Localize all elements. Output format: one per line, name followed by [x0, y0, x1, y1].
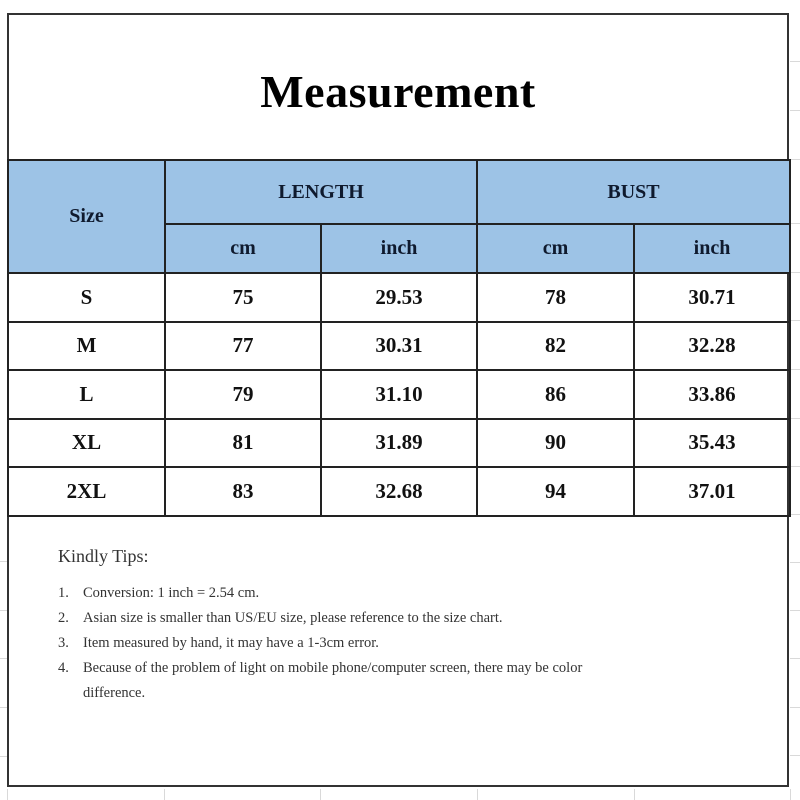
tip-number: 3. — [58, 635, 69, 651]
gridline — [790, 159, 800, 160]
column-header-bust-inch: inch — [634, 224, 790, 273]
cell-size: XL — [8, 419, 165, 468]
size-table — [7, 159, 791, 517]
tip-item — [58, 606, 758, 631]
tips-title: Kindly Tips: — [58, 546, 149, 566]
gridline — [790, 610, 800, 611]
gridline — [790, 562, 800, 563]
gridline — [477, 789, 478, 800]
gridline — [790, 658, 800, 659]
cell-size: 2XL — [8, 467, 165, 516]
cell-bust-inch: 33.86 — [634, 370, 790, 419]
tip-item — [58, 656, 758, 706]
column-header-length-inch: inch — [321, 224, 477, 273]
tips-list — [58, 581, 758, 706]
tip-item — [58, 631, 758, 656]
tip-number: 2. — [58, 610, 69, 626]
gridline — [790, 514, 800, 515]
tip-item — [58, 581, 758, 606]
kindly-tips — [58, 546, 758, 706]
cell-bust-cm: 86 — [477, 370, 634, 419]
gridline — [790, 418, 800, 419]
cell-size: L — [8, 370, 165, 419]
cell-bust-cm: 90 — [477, 419, 634, 468]
cell-length-inch: 30.31 — [321, 322, 477, 371]
cell-length-cm: 83 — [165, 467, 321, 516]
cell-length-inch: 31.10 — [321, 370, 477, 419]
cell-length-cm: 75 — [165, 273, 321, 322]
tip-text: Asian size is smaller than US/EU size, please reference to the size chart. — [83, 610, 503, 626]
gridline — [790, 272, 800, 273]
tip-number: 1. — [58, 585, 69, 601]
column-header-size: Size — [8, 160, 165, 273]
column-header-bust-cm: cm — [477, 224, 634, 273]
table-row — [8, 467, 790, 516]
cell-bust-inch: 32.28 — [634, 322, 790, 371]
cell-length-cm: 79 — [165, 370, 321, 419]
gridline — [0, 561, 7, 562]
gridline — [790, 755, 800, 756]
gridline — [634, 789, 635, 800]
gridline — [790, 369, 800, 370]
tip-text: Conversion: 1 inch = 2.54 cm. — [83, 585, 260, 601]
cell-length-inch: 31.89 — [321, 419, 477, 468]
gridline — [0, 707, 7, 708]
cell-size: M — [8, 322, 165, 371]
cell-length-inch: 32.68 — [321, 467, 477, 516]
gridline — [790, 61, 800, 62]
cell-length-cm: 77 — [165, 322, 321, 371]
cell-bust-cm: 94 — [477, 467, 634, 516]
table-row — [8, 419, 790, 468]
gridline — [790, 707, 800, 708]
header-row-groups — [8, 160, 790, 224]
gridline — [320, 789, 321, 800]
gridline — [790, 466, 800, 467]
table-row — [8, 370, 790, 419]
table-row — [8, 322, 790, 371]
cell-bust-cm: 82 — [477, 322, 634, 371]
column-group-bust: BUST — [477, 160, 790, 224]
cell-length-inch: 29.53 — [321, 273, 477, 322]
tip-text: Item measured by hand, it may have a 1-3cm error. — [83, 635, 379, 651]
gridline — [790, 223, 800, 224]
tip-text: Because of the problem of light on mobile phone/computer screen, there may be color difference. — [83, 660, 583, 701]
cell-length-cm: 81 — [165, 419, 321, 468]
cell-size: S — [8, 273, 165, 322]
gridline — [0, 658, 7, 659]
page-title: Measurement — [260, 66, 536, 117]
cell-bust-inch: 30.71 — [634, 273, 790, 322]
gridline — [7, 789, 8, 800]
cell-bust-cm: 78 — [477, 273, 634, 322]
tip-number: 4. — [58, 660, 69, 676]
column-header-length-cm: cm — [165, 224, 321, 273]
gridline — [0, 756, 7, 757]
gridline — [790, 320, 800, 321]
gridline — [0, 610, 7, 611]
gridline — [790, 110, 800, 111]
gridline — [164, 789, 165, 800]
column-group-length: LENGTH — [165, 160, 477, 224]
gridline — [790, 789, 791, 800]
table-row — [8, 273, 790, 322]
cell-bust-inch: 35.43 — [634, 419, 790, 468]
cell-bust-inch: 37.01 — [634, 467, 790, 516]
